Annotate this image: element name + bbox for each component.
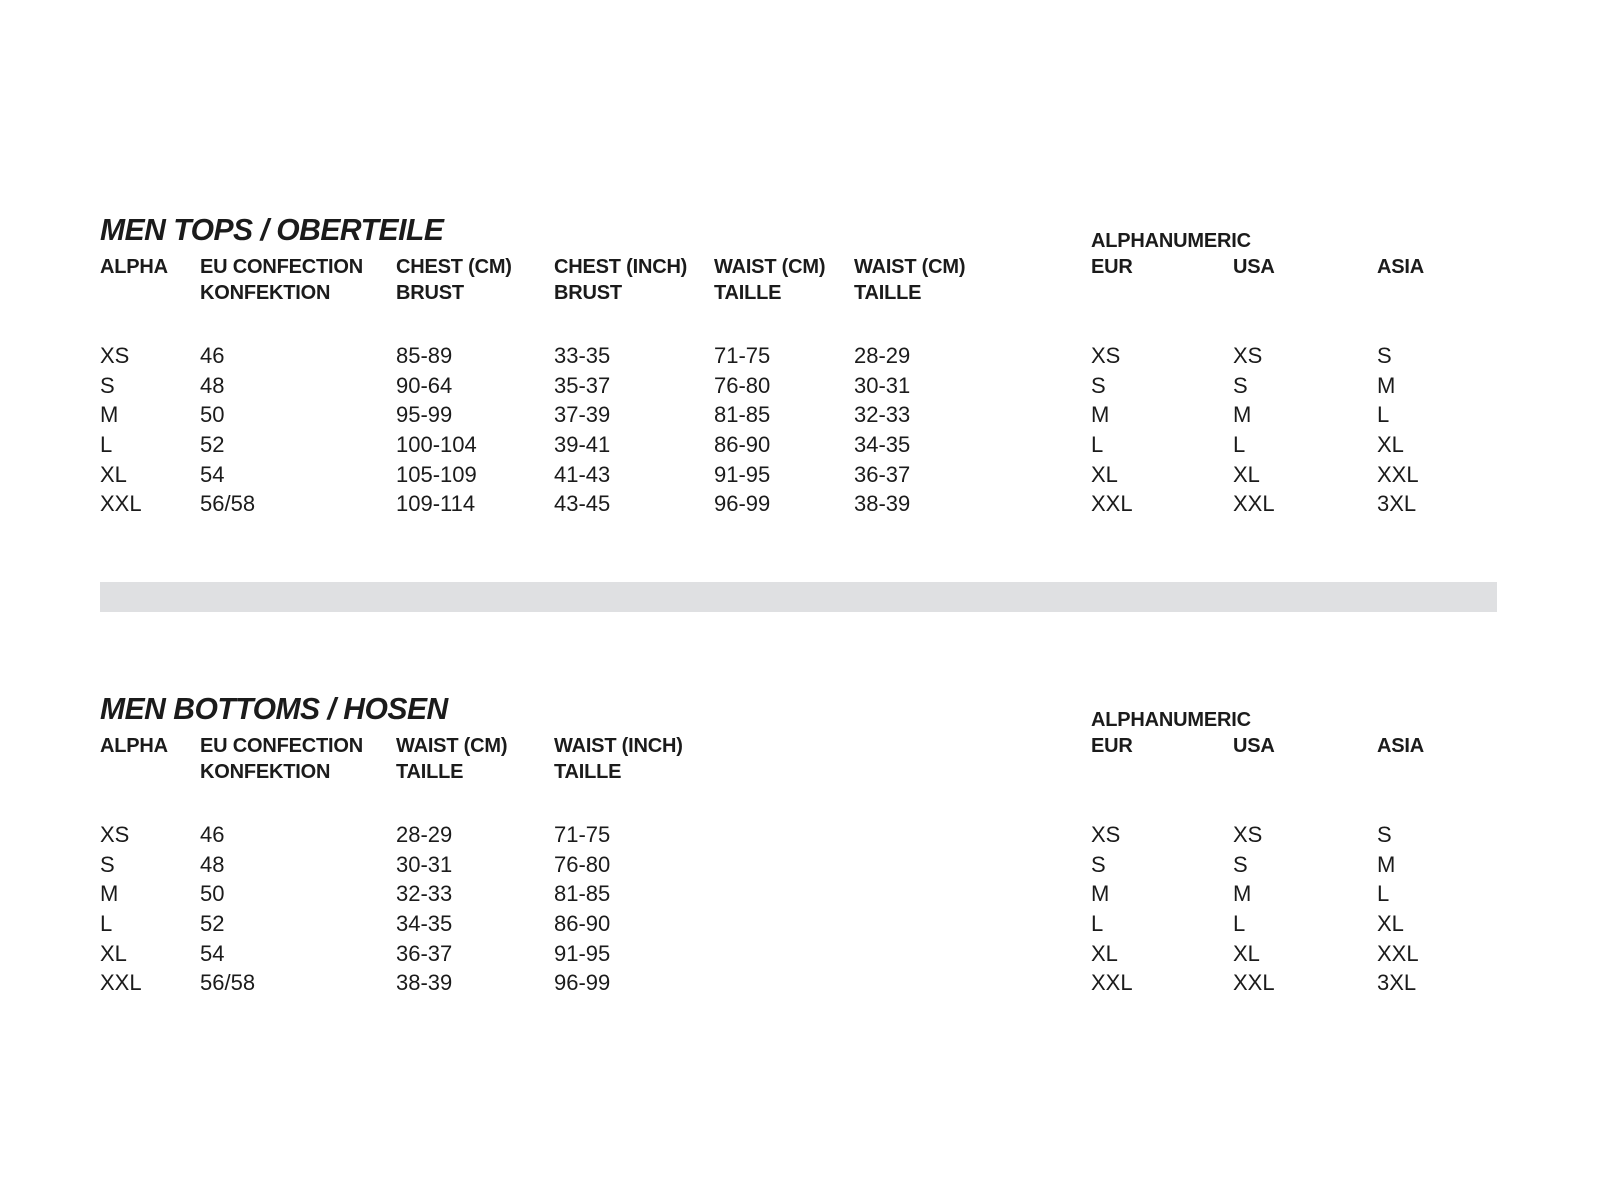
table-cell: XXL [1233, 491, 1275, 517]
table-cell: XXL [1377, 940, 1419, 966]
table-cell: 76-80 [714, 372, 771, 398]
column-header-waist-cm-2 [854, 254, 1091, 306]
table-row [100, 400, 1500, 430]
table-cell: 81-85 [714, 402, 771, 428]
table-cell: XL [1233, 940, 1260, 966]
table-cell: 36-37 [396, 940, 453, 966]
table-cell: 28-29 [396, 822, 453, 847]
table-cell: 35-37 [554, 372, 611, 398]
header-row [100, 733, 1500, 785]
table-cell: 95-99 [396, 402, 453, 428]
alphanumeric-group-label: ALPHANUMERIC [1091, 230, 1251, 252]
column-header-waist-cm [396, 733, 554, 785]
table-cell: 50 [200, 881, 225, 907]
column-header-waist-inch [554, 733, 1091, 785]
table-cell: XL [1377, 432, 1404, 458]
table-cell: 30-31 [854, 372, 911, 398]
table-cell: XS [1091, 822, 1121, 847]
column-header-line1: EUR [1091, 256, 1133, 278]
table-cell: 46 [200, 343, 225, 368]
table-cell: XL [1233, 461, 1260, 487]
men-tops-title: MEN TOPS / OBERTEILE [100, 211, 444, 247]
table-row [100, 341, 1500, 371]
table-cell: 91-95 [554, 940, 611, 966]
table-cell: 71-75 [554, 822, 611, 847]
table-row [100, 968, 1500, 998]
column-header-line2: TAILLE [854, 282, 922, 304]
table-cell: 30-31 [396, 851, 453, 877]
men-bottoms-table [100, 707, 1500, 998]
table-cell: M [1377, 372, 1396, 398]
table-cell: 48 [200, 372, 225, 398]
column-header-line2: KONFEKTION [200, 282, 331, 304]
table-cell: 32-33 [854, 402, 911, 428]
column-header-alpha [100, 733, 200, 785]
table-cell: M [1233, 402, 1252, 428]
table-cell: M [1091, 402, 1110, 428]
men-bottoms-title: MEN BOTTOMS / HOSEN [100, 690, 448, 726]
table-cell: L [1377, 402, 1390, 428]
table-row [100, 909, 1500, 939]
column-header-eur [1091, 733, 1233, 785]
table-row [100, 489, 1500, 519]
table-cell: M [1233, 881, 1252, 907]
table-cell: XS [1233, 822, 1263, 847]
table-cell: 37-39 [554, 402, 611, 428]
column-header-line1: ALPHA [100, 735, 168, 757]
table-cell: 96-99 [554, 970, 611, 996]
table-cell: XXL [1091, 970, 1133, 996]
table-cell: S [1091, 851, 1106, 877]
column-header-line1: WAIST (CM) [714, 256, 826, 278]
table-cell: M [1377, 851, 1396, 877]
column-header-line1: EU CONFECTION [200, 735, 363, 757]
table-cell: 52 [200, 432, 225, 458]
table-cell: XL [1377, 911, 1404, 937]
column-header-line1: ASIA [1377, 256, 1424, 278]
column-header-alpha [100, 254, 200, 306]
column-header-line2: TAILLE [554, 761, 622, 783]
table-cell: 46 [200, 822, 225, 847]
table-cell: 36-37 [854, 461, 911, 487]
table-cell: S [1377, 343, 1392, 368]
table-cell: 43-45 [554, 491, 611, 517]
table-cell: 109-114 [396, 491, 476, 517]
table-cell: L [1233, 911, 1246, 937]
alphanumeric-group-label: ALPHANUMERIC [1091, 709, 1251, 731]
table-cell: XL [1091, 461, 1118, 487]
table-cell: 96-99 [714, 491, 771, 517]
table-cell: S [1091, 372, 1106, 398]
table-cell: 34-35 [396, 911, 453, 937]
table-cell: S [1233, 372, 1248, 398]
table-cell: L [100, 911, 113, 937]
table-cell: 76-80 [554, 851, 611, 877]
column-header-usa [1233, 254, 1377, 306]
alphanumeric-group-row [100, 707, 1500, 733]
table-cell: M [100, 881, 119, 907]
column-header-line2: BRUST [396, 282, 464, 304]
column-header-chest-inch [554, 254, 714, 306]
table-cell: XL [100, 940, 127, 966]
table-cell: 3XL [1377, 970, 1417, 996]
table-cell: 41-43 [554, 461, 611, 487]
table-cell: L [1091, 432, 1104, 458]
column-header-line2: BRUST [554, 282, 622, 304]
column-header-line1: ALPHA [100, 256, 168, 278]
column-header-asia [1377, 254, 1500, 306]
table-cell: XS [100, 822, 130, 847]
table-cell: XL [1091, 940, 1118, 966]
column-header-line1: ASIA [1377, 735, 1424, 757]
table-cell: XXL [1233, 970, 1275, 996]
men-tops-table [100, 228, 1500, 519]
column-header-line1: USA [1233, 256, 1275, 278]
table-row [100, 820, 1500, 850]
table-cell: S [100, 851, 115, 877]
table-cell: 71-75 [714, 343, 771, 368]
table-cell: L [1233, 432, 1246, 458]
column-header-eu-confection [200, 733, 396, 785]
column-header-line1: EU CONFECTION [200, 256, 363, 278]
table-cell: S [1377, 822, 1392, 847]
column-header-line1: CHEST (INCH) [554, 256, 688, 278]
table-cell: 56/58 [200, 491, 256, 517]
table-cell: 86-90 [554, 911, 611, 937]
column-header-line1: WAIST (CM) [396, 735, 508, 757]
table-cell: XXL [1091, 491, 1133, 517]
column-header-waist-cm-1 [714, 254, 854, 306]
column-header-line1: CHEST (CM) [396, 256, 512, 278]
table-cell: XS [1091, 343, 1121, 368]
table-cell: 39-41 [554, 432, 611, 458]
table-cell: 85-89 [396, 343, 453, 368]
table-cell: 3XL [1377, 491, 1417, 517]
table-cell: 32-33 [396, 881, 453, 907]
table-cell: 91-95 [714, 461, 771, 487]
table-cell: 90-64 [396, 372, 453, 398]
table-cell: XS [1233, 343, 1263, 368]
table-cell: 38-39 [854, 491, 911, 517]
table-cell: L [1091, 911, 1104, 937]
column-header-chest-cm [396, 254, 554, 306]
table-cell: M [100, 402, 119, 428]
column-header-line2: KONFEKTION [200, 761, 331, 783]
table-cell: XXL [1377, 461, 1419, 487]
table-cell: 48 [200, 851, 225, 877]
column-header-line1: USA [1233, 735, 1275, 757]
table-cell: XL [100, 461, 127, 487]
table-cell: 105-109 [396, 461, 477, 487]
table-cell: 33-35 [554, 343, 611, 368]
table-cell: 54 [200, 461, 225, 487]
table-cell: 34-35 [854, 432, 911, 458]
column-header-eur [1091, 254, 1233, 306]
table-cell: XS [100, 343, 130, 368]
column-header-line1: WAIST (INCH) [554, 735, 683, 757]
divider-bar [100, 582, 1497, 612]
table-row [100, 850, 1500, 880]
column-header-line1: EUR [1091, 735, 1133, 757]
table-row [100, 460, 1500, 490]
header-spacer [100, 785, 1500, 820]
table-cell: 54 [200, 940, 225, 966]
table-row [100, 879, 1500, 909]
table-cell: 100-104 [396, 432, 477, 458]
table-row [100, 939, 1500, 969]
table-cell: M [1091, 881, 1110, 907]
table-cell: S [1233, 851, 1248, 877]
header-row [100, 254, 1500, 306]
table-cell: L [1377, 881, 1390, 907]
table-cell: 81-85 [554, 881, 611, 907]
column-header-line2: TAILLE [714, 282, 782, 304]
table-row [100, 430, 1500, 460]
table-cell: 38-39 [396, 970, 453, 996]
column-header-line2: TAILLE [396, 761, 464, 783]
table-cell: 56/58 [200, 970, 256, 996]
table-cell: L [100, 432, 113, 458]
table-cell: S [100, 372, 115, 398]
alphanumeric-group-row [100, 228, 1500, 254]
table-cell: 28-29 [854, 343, 911, 368]
column-header-eu-confection [200, 254, 396, 306]
table-cell: XXL [100, 970, 142, 996]
header-spacer [100, 306, 1500, 341]
column-header-line1: WAIST (CM) [854, 256, 966, 278]
table-row [100, 371, 1500, 401]
table-cell: 52 [200, 911, 225, 937]
column-header-asia [1377, 733, 1500, 785]
column-header-usa [1233, 733, 1377, 785]
table-cell: 50 [200, 402, 225, 428]
table-cell: 86-90 [714, 432, 771, 458]
table-cell: XXL [100, 491, 142, 517]
